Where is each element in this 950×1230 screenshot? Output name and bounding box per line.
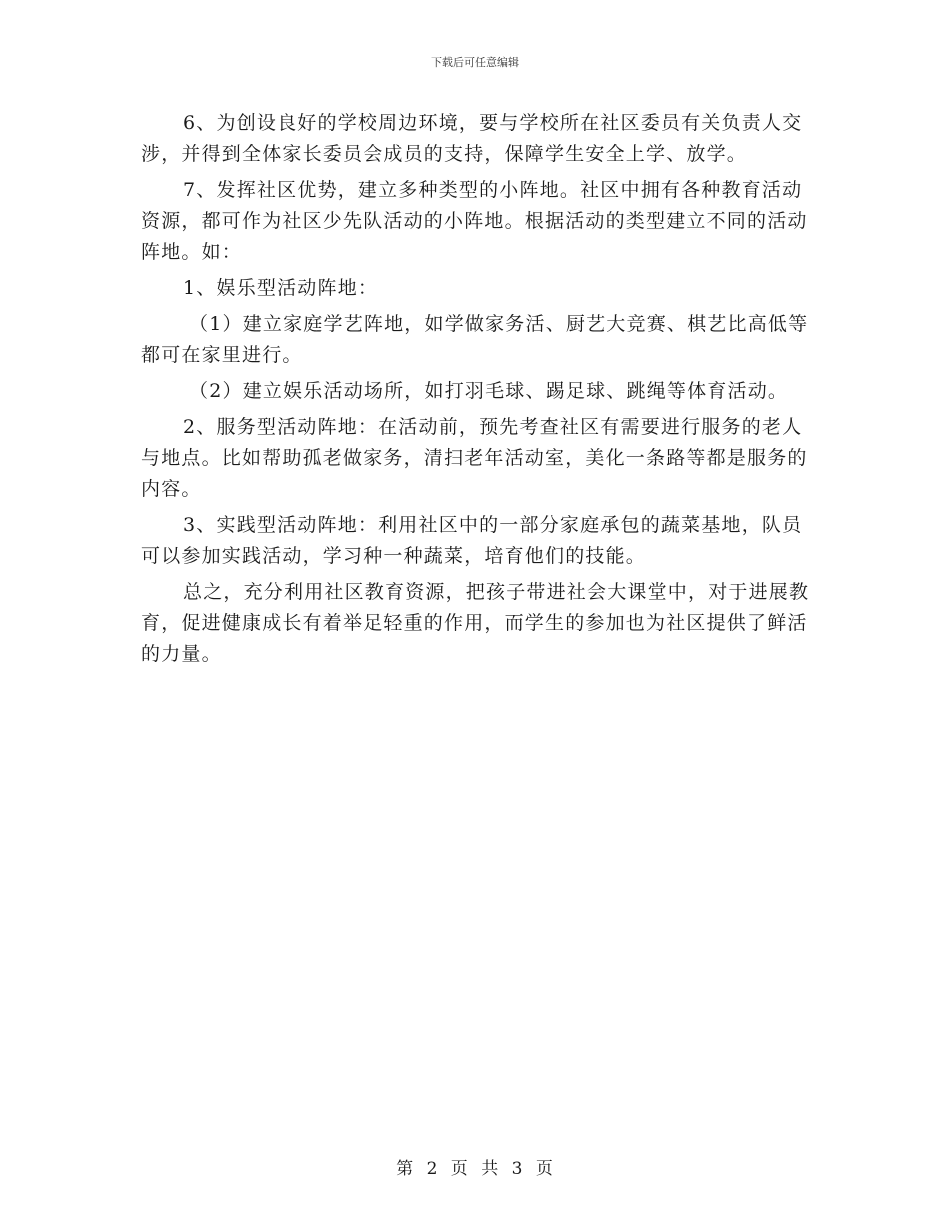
- paragraph-service: 2、服务型活动阵地：在活动前，预先考查社区有需要进行服务的老人与地点。比如帮助孤老做家务，清扫老年活动室，美化一条路等都是服务的内容。: [141, 416, 808, 500]
- paragraph-practice: 3、实践型活动阵地：利用社区中的一部分家庭承包的蔬菜基地，队员可以参加实践活动，学习种一种蔬菜，培育他们的技能。: [141, 514, 803, 567]
- paragraph-7: 7、发挥社区优势，建立多种类型的小阵地。社区中拥有各种教育活动资源，都可作为社区少先队活动的小阵地。根据活动的类型建立不同的活动阵地。如：: [141, 179, 808, 263]
- paragraph-entertainment-1: （1）建立家庭学艺阵地，如学做家务活、厨艺大竞赛、棋艺比高低等都可在家里进行。: [141, 313, 809, 366]
- document-body: [141, 108, 821, 675]
- paragraph-entertainment-heading: 1、娱乐型活动阵地：: [183, 277, 379, 299]
- page-header: 下载后可任意编辑: [431, 56, 519, 69]
- paragraph-6: 6、为创设良好的学校周边环境，要与学校所在社区委员有关负责人交涉，并得到全体家长委员会成员的支持，保障学生安全上学、放学。: [141, 112, 803, 165]
- paragraph-summary: 总之，充分利用社区教育资源，把孩子带进社会大课堂中，对于进展教育，促进健康成长有着举足轻重的作用，而学生的参加也为社区提供了鲜活的力量。: [141, 581, 810, 665]
- paragraph-entertainment-2: （2）建立娱乐活动场所，如打羽毛球、踢足球、跳绳等体育活动。: [189, 380, 789, 402]
- page-footer: 第 2 页 共 3 页: [396, 1159, 554, 1179]
